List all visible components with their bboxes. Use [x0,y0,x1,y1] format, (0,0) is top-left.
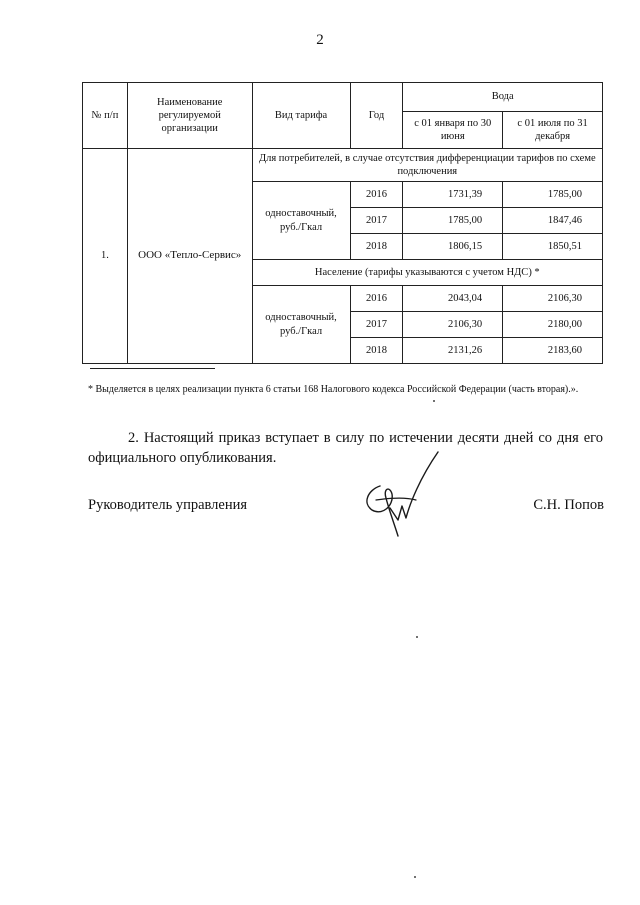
value-cell: 2183,60 [503,338,603,364]
year-cell: 2016 [350,182,403,208]
signatory-name: С.Н. Попов [533,497,604,513]
group-title: Для потребителей, в случае отсутствия дифференциации тарифов по схеме подключения [252,149,602,182]
value-cell: 2106,30 [503,286,603,312]
tariff-type-cell: одноставочный, руб./Гкал [252,286,350,364]
scan-speck [414,876,416,878]
tariff-table [82,82,603,364]
value-cell: 1847,46 [503,208,603,234]
signatory-title: Руководитель управления [88,497,248,513]
row-number: 1. [83,149,128,364]
scan-speck [433,400,435,402]
header-period2: с 01 июля по 31 декабря [503,112,603,149]
year-cell: 2017 [350,208,403,234]
year-cell: 2016 [350,286,403,312]
value-cell: 1806,15 [403,234,503,260]
footnote-divider [90,368,215,369]
value-cell: 1850,51 [503,234,603,260]
header-year: Год [350,83,403,149]
header-num: № п/п [83,83,128,149]
value-cell: 2106,30 [403,312,503,338]
value-cell: 1731,39 [403,182,503,208]
header-period1: с 01 января по 30 июня [403,112,503,149]
scan-speck [416,636,418,638]
year-cell: 2018 [350,338,403,364]
handwritten-signature [350,448,445,543]
header-water: Вода [403,83,603,112]
header-tariff-type: Вид тарифа [252,83,350,149]
value-cell: 1785,00 [503,182,603,208]
value-cell: 2180,00 [503,312,603,338]
year-cell: 2017 [350,312,403,338]
group-title: Население (тарифы указываются с учетом НДС) * [252,260,602,286]
header-org: Наименование регулируемой организации [127,83,252,149]
page-number: 2 [316,32,324,48]
tariff-type-cell: одноставочный, руб./Гкал [252,182,350,260]
footnote: * Выделяется в целях реализации пункта 6 статьи 168 Налогового кодекса Российской Федерации (часть вторая).». [88,384,579,395]
value-cell: 2131,26 [403,338,503,364]
year-cell: 2018 [350,234,403,260]
value-cell: 1785,00 [403,208,503,234]
order-paragraph: 2. Настоящий приказ вступает в силу по истечении десяти дней со дня его официального опубликования. [88,430,603,467]
org-name: ООО «Тепло-Сервис» [127,149,252,364]
value-cell: 2043,04 [403,286,503,312]
